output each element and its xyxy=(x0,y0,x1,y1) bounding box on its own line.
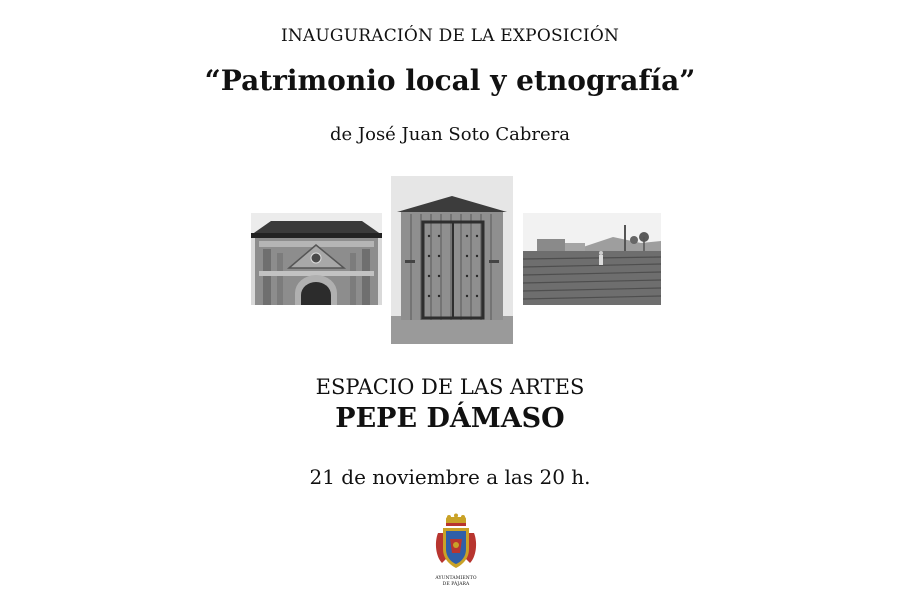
author-line: de José Juan Soto Cabrera xyxy=(330,124,570,145)
field-landscape-photo xyxy=(523,213,661,305)
exhibition-heading: INAUGURACIÓN DE LA EXPOSICIÓN xyxy=(280,26,620,46)
crest-label-line-2: DE PÁJARA xyxy=(442,582,470,587)
event-date: 21 de noviembre a las 20 h. xyxy=(309,465,591,489)
exhibition-title: “Patrimonio local y etnografía” xyxy=(204,64,696,97)
venue-line-1: ESPACIO DE LAS ARTES xyxy=(315,375,585,399)
crest-label-line-1: AYUNTAMIENTO xyxy=(435,576,477,581)
church-facade-photo xyxy=(251,213,382,305)
venue-line-2: PEPE DÁMASO xyxy=(335,403,565,434)
coat-of-arms-icon xyxy=(434,513,478,573)
wooden-door-photo xyxy=(391,176,513,344)
